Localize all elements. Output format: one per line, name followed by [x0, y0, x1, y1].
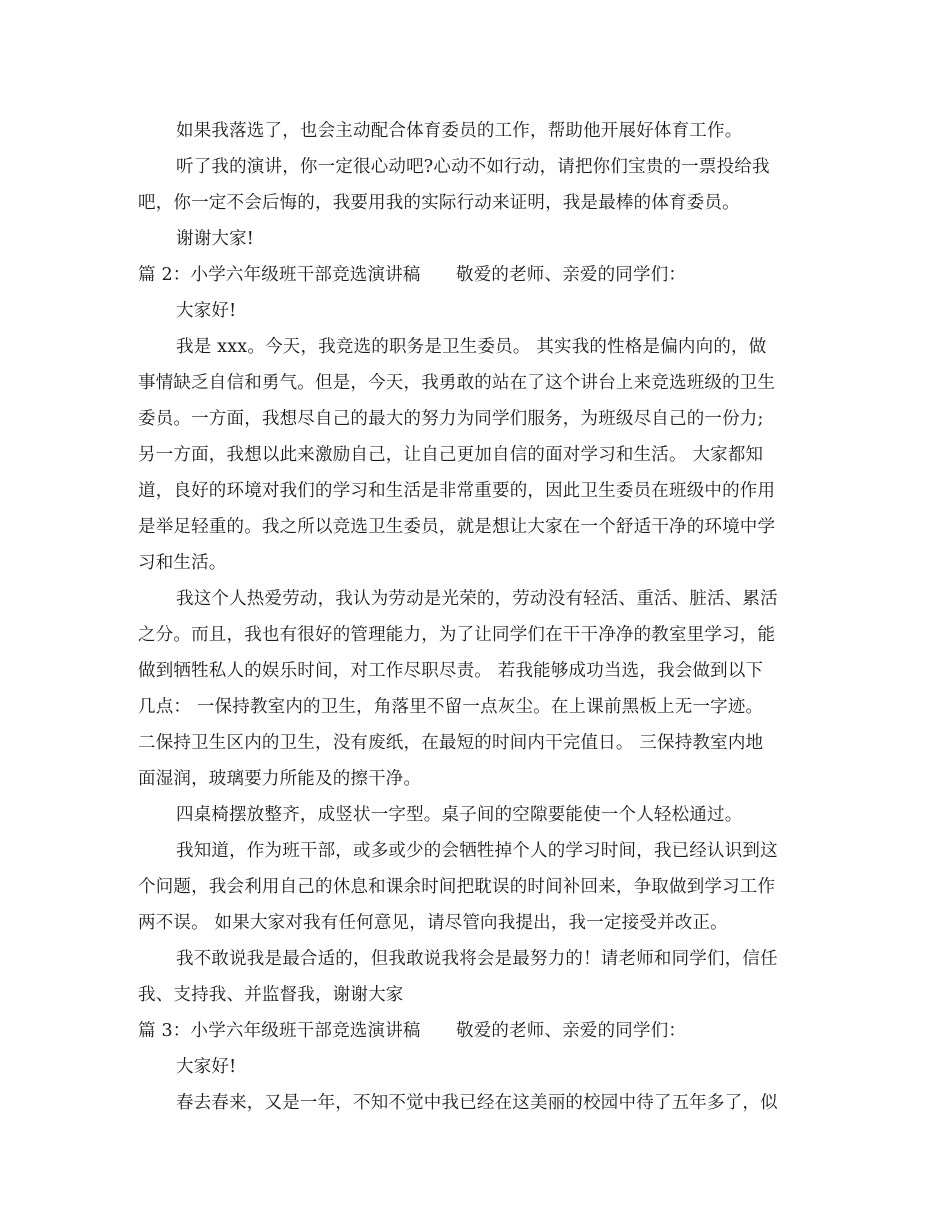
- paragraph-line: 四桌椅摆放整齐，成竖状一字型。桌子间的空隙要能使一个人轻松通过。: [176, 805, 743, 825]
- paragraph-line: 面湿润，玻璃要力所能及的擦干净。: [138, 769, 422, 789]
- paragraph-line: 二保持卫生区内的卫生，没有废纸，在最短的时间内干完值日。 三保持教室内地: [138, 733, 764, 753]
- paragraph-line: 是举足轻重的。我之所以竞选卫生委员，就是想让大家在一个舒适干净的环境中学: [138, 517, 776, 537]
- paragraph-line: 春去春来，又是一年，不知不觉中我已经在这美丽的校园中待了五年多了，似: [176, 1093, 778, 1113]
- paragraph-line: 我这个人热爱劳动，我认为劳动是光荣的，劳动没有轻活、重活、脏活、累活: [176, 589, 778, 609]
- paragraph-line: 大家好!: [176, 1057, 237, 1077]
- paragraph-line: 听了我的演讲，你一定很心动吧?心动不如行动，请把你们宝贵的一票投给我: [176, 157, 770, 177]
- paragraph-line: 之分。而且，我也有很好的管理能力，为了让同学们在干干净净的教室里学习，能: [138, 625, 776, 645]
- paragraph-line: 道，良好的环境对我们的学习和生活是非常重要的，因此卫生委员在班级中的作用: [138, 481, 776, 501]
- paragraph-line: 我不敢说我是最合适的，但我敢说我将会是最努力的！请老师和同学们，信任: [176, 949, 778, 969]
- paragraph-line: 我知道，作为班干部，或多或少的会牺牲掉个人的学习时间，我已经认识到这: [176, 841, 778, 861]
- section-heading: 篇 3：小学六年级班干部竞选演讲稿 敬爱的老师、亲爱的同学们：: [138, 1021, 687, 1041]
- paragraph-line: 另一方面，我想以此来激励自己，让自己更加自信的面对学习和生活。 大家都知: [138, 445, 764, 465]
- paragraph-line: 个问题，我会利用自己的休息和课余时间把耽误的时间补回来，争取做到学习工作: [138, 877, 776, 897]
- section-heading: 篇 2：小学六年级班干部竞选演讲稿 敬爱的老师、亲爱的同学们：: [138, 265, 687, 285]
- paragraph-line: 几点： 一保持教室内的卫生，角落里不留一点灰尘。在上课前黑板上无一字迹。: [138, 697, 764, 717]
- paragraph-line: 如果我落选了，也会主动配合体育委员的工作，帮助他开展好体育工作。: [176, 121, 743, 141]
- paragraph-line: 事情缺乏自信和勇气。但是，今天，我勇敢的站在了这个讲台上来竞选班级的卫生: [138, 373, 776, 393]
- paragraph-line: 谢谢大家!: [176, 229, 255, 249]
- paragraph-line: 委员。一方面，我想尽自己的最大的努力为同学们服务，为班级尽自己的一份力;: [138, 409, 764, 429]
- paragraph-line: 我、支持我、并监督我，谢谢大家: [138, 985, 404, 1005]
- paragraph-line: 我是 xxx。今天，我竞选的职务是卫生委员。 其实我的性格是偏内向的，做: [176, 337, 767, 357]
- paragraph-line: 两不误。 如果大家对我有任何意见，请尽管向我提出，我一定接受并改正。: [138, 913, 728, 933]
- paragraph-line: 做到牺牲私人的娱乐时间，对工作尽职尽责。 若我能够成功当选，我会做到以下: [138, 661, 764, 681]
- paragraph-line: 大家好!: [176, 301, 237, 321]
- paragraph-line: 习和生活。: [138, 553, 227, 573]
- paragraph-line: 吧，你一定不会后悔的，我要用我的实际行动来证明，我是最棒的体育委员。: [138, 193, 740, 213]
